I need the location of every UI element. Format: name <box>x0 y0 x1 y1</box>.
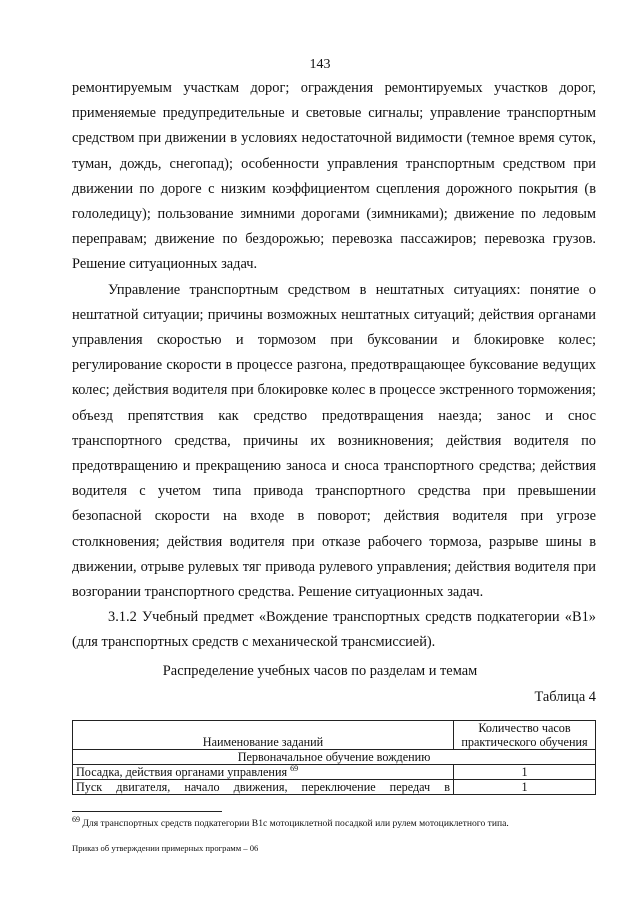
table-heading: Распределение учебных часов по разделам и темам <box>162 663 478 679</box>
table-section-row <box>73 750 596 765</box>
body-text <box>72 76 596 656</box>
hours-cell: 1 <box>454 765 596 780</box>
footnote-ref: 69 <box>290 763 299 773</box>
hours-table <box>72 720 596 795</box>
order-note: Приказ об утверждении примерных программ – 06 <box>72 843 259 853</box>
section-cell: Первоначальное обучение вождению <box>73 750 596 765</box>
hours-cell: 1 <box>454 780 596 795</box>
footnote <box>72 814 596 829</box>
table-label: Таблица 4 <box>534 689 596 705</box>
table-row <box>73 780 596 795</box>
paragraph: ремонтируемым участкам дорог; ограждения ремонтируемых участков дорог, применяемые предупредительные и световые сигналы; управление транспортным средством при движении в условиях недостаточной видимости (темное время суток, туман, дождь, снегопад); особенности управления транспортным средством при движении по дороге с низким коэффициентом сцепления дорожного покрытия (в гололедицу); пользование зимними дорогами (зимниками); движение по ледовым переправам; движение по бездорожью; перевозка пассажиров; перевозка грузов. Решение ситуационных задач. <box>72 80 596 273</box>
header-name-cell: Наименование заданий <box>73 721 454 750</box>
task-name: Посадка, действия органами управления <box>76 765 288 779</box>
table-header-row <box>73 721 596 750</box>
footnote-marker: 69 <box>72 814 80 824</box>
page-number: 143 <box>309 57 331 72</box>
paragraph: 3.1.2 Учебный предмет «Вождение транспортных средств подкатегории «B1» (для транспортных средств с механической трансмиссией). <box>72 609 596 651</box>
footnote-divider <box>72 811 222 812</box>
header-hours-cell: Количество часов практического обучения <box>454 721 596 750</box>
table-row <box>73 765 596 780</box>
task-name-cell: Пуск двигателя, начало движения, переключение передач в <box>73 780 454 795</box>
paragraph: Управление транспортным средством в нештатных ситуациях: понятие о нештатной ситуации; причины возможных нештатных ситуаций; действия органами управления скоростью и тормозом при буксовании и блокировке колес; регулирование скорости в процессе разгона, предотвращающее буксование ведущих колес; действия водителя при блокировке колес в процессе экстренного торможения; объезд препятствия как средство предотвращения наезда; занос и снос транспортного средства, причины их возникновения; действия водителя по предотвращению и прекращению заноса и сноса транспортного средства; действия водителя с учетом типа привода транспортного средства при превышении безопасной скорости на входе в поворот; действия водителя при угрозе столкновения; действия водителя при отказе рабочего тормоза, разрыве шины в движении, отрыве рулевых тяг привода рулевого управления; действия водителя при возгорании транспортного средства. Решение ситуационных задач. <box>72 281 596 601</box>
task-name-cell <box>73 765 454 780</box>
footnote-text: Для транспортных средств подкатегории B1с мотоциклетной посадкой или рулем мотоциклетного типа. <box>82 818 509 829</box>
